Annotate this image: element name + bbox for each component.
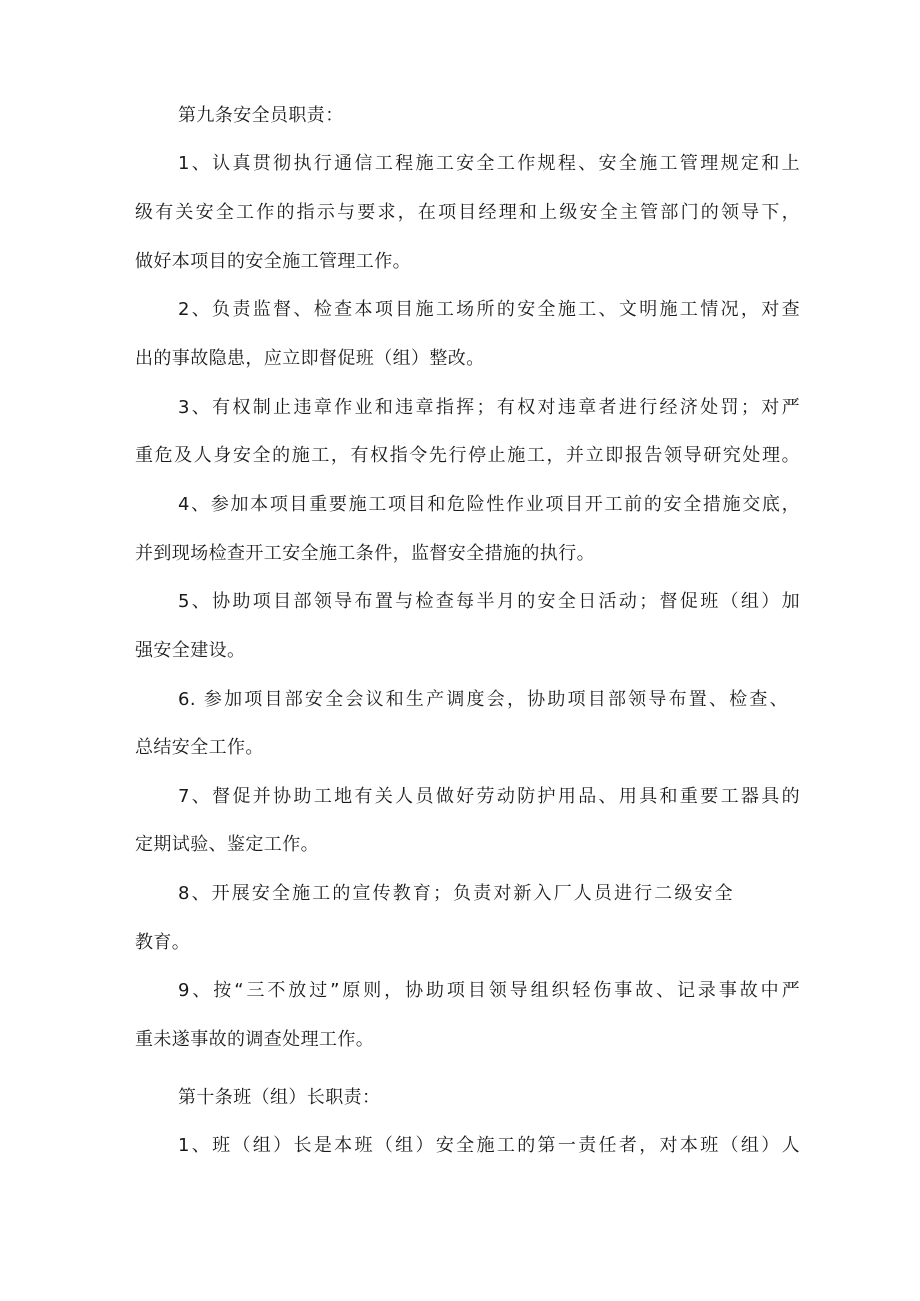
paragraph-line: 7、督促并协助工地有关人员做好劳动防护用品、用具和重要工器具的 [178,786,800,807]
paragraph-line: 8、开展安全施工的宣传教育；负责对新入厂人员进行二级安全 [178,883,733,904]
paragraph-line: 定期试验、鉴定工作。 [135,834,319,855]
paragraph-line: 5、协助项目部领导布置与检查每半月的安全日活动；督促班（组）加 [178,591,800,612]
paragraph-line: 9、按“三不放过”原则，协助项目领导组织轻伤事故、记录事故中严 [178,980,800,1001]
paragraph-line: 4、参加本项目重要施工项目和危险性作业项目开工前的安全措施交底， [178,494,800,515]
paragraph-line: 教育。 [135,932,191,953]
paragraph-line: 总结安全工作。 [135,737,264,758]
paragraph-line: 级有关安全工作的指示与要求，在项目经理和上级安全主管部门的领导下， [135,202,800,223]
paragraph-line: 1、班（组）长是本班（组）安全施工的第一责任者，对本班（组）人 [178,1135,800,1156]
paragraph-line: 1、认真贯彻执行通信工程施工安全工作规程、安全施工管理规定和上 [178,153,800,174]
paragraph-line: 并到现场检查开工安全施工条件，监督安全措施的执行。 [135,543,595,564]
section-heading-9: 第九条安全员职责： [178,105,344,126]
paragraph-line: 出的事故隐患，应立即督促班（组）整改。 [135,348,485,369]
paragraph-line: 2、负责监督、检查本项目施工场所的安全施工、文明施工情况，对查 [178,299,800,320]
paragraph-line: 3、有权制止违章作业和违章指挥；有权对违章者进行经济处罚；对严 [178,397,800,418]
paragraph-line: 6. 参加项目部安全会议和生产调度会，协助项目部领导布置、检查、 [178,689,788,710]
paragraph-line: 做好本项目的安全施工管理工作。 [135,251,411,272]
paragraph-line: 重未遂事故的调查处理工作。 [135,1029,375,1050]
section-heading-10: 第十条班（组）长职责： [178,1087,381,1108]
paragraph-line: 重危及人身安全的施工，有权指令先行停止施工，并立即报告领导研究处理。 [135,445,800,466]
paragraph-line: 强安全建设。 [135,640,246,661]
